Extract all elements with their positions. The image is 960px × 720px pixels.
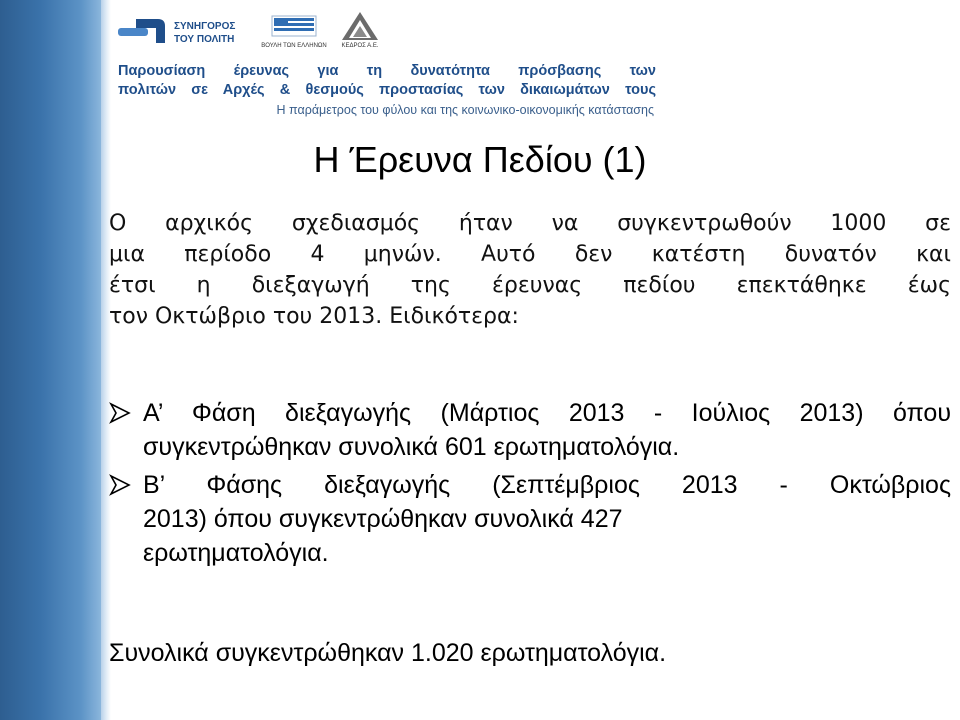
intro-paragraph xyxy=(109,208,951,332)
synigoros-logo-text xyxy=(174,20,235,46)
banner-subtitle: Η παράμετρος του φύλου και της κοινωνικο-οικονομικής κατάστασης xyxy=(276,103,654,117)
bullet-phase-a-line-2: συγκεντρώθηκαν συνολικά 601 ερωτηματολόγια. xyxy=(143,433,680,461)
synigoros-logo xyxy=(118,16,258,52)
banner-title-line-2: πολιτών σε Αρχές & θεσμούς προστασίας των δικαιωμάτων τους xyxy=(118,82,656,98)
intro-line-2: μια περίοδο 4 μηνών. Αυτό δεν κατέστη δυνατόν και xyxy=(109,242,951,267)
synigoros-line-2: ΤΟΥ ΠΟΛΙΤΗ xyxy=(174,34,235,45)
arrow-bullet-icon xyxy=(109,474,131,496)
bullet-phase-b-line-1: Β’ Φάσης διεξαγωγής (Σεπτέμβριος 2013 - Οκτώβριος xyxy=(143,471,951,499)
kedros-logo-text: ΚΕΔΡΟΣ Α.Ε. xyxy=(341,43,379,49)
sidebar-stripe-decoration xyxy=(101,0,111,720)
kedros-triangle-icon xyxy=(336,10,384,42)
summary-text: Συνολικά συγκεντρώθηκαν 1.020 ερωτηματολόγια. xyxy=(109,639,667,667)
synigoros-line-1: ΣΥΝΗΓΟΡΟΣ xyxy=(174,21,236,32)
bullet-phase-b-line-3: ερωτηματολόγια. xyxy=(143,539,329,567)
intro-line-1: Ο αρχικός σχεδιασμός ήταν να συγκεντρωθούν 1000 σε xyxy=(109,211,951,236)
banner-title xyxy=(118,62,656,100)
intro-line-3: έτσι η διεξαγωγή της έρευνας πεδίου επεκτάθηκε έως xyxy=(109,273,951,298)
synigoros-emblem-icon xyxy=(118,16,170,46)
banner-title-line-1: Παρουσίαση έρευνας για τη δυνατότητα πρόσβασης των xyxy=(118,63,656,79)
bullet-phase-a xyxy=(109,396,951,464)
bullet-list xyxy=(109,396,951,570)
vouli-logo xyxy=(260,10,328,54)
bullet-phase-b xyxy=(109,468,951,570)
intro-line-4: τον Οκτώβριο του 2013. Ειδικότερα: xyxy=(109,304,519,329)
kedros-logo xyxy=(336,10,384,54)
left-sidebar-decoration xyxy=(0,0,101,720)
bullet-phase-b-line-2: 2013) όπου συγκεντρώθηκαν συνολικά 427 xyxy=(143,505,623,533)
parliament-emblem-icon xyxy=(260,10,328,42)
slide-title: Η Έρευνα Πεδίου (1) xyxy=(313,139,647,180)
bullet-phase-a-line-1: Α’ Φάση διεξαγωγής (Μάρτιος 2013 - Ιούλιος 2013) όπου xyxy=(143,399,951,427)
arrow-bullet-icon xyxy=(109,402,131,424)
vouli-logo-text: ΒΟΥΛΗ ΤΩΝ ΕΛΛΗΝΩΝ xyxy=(261,43,327,49)
